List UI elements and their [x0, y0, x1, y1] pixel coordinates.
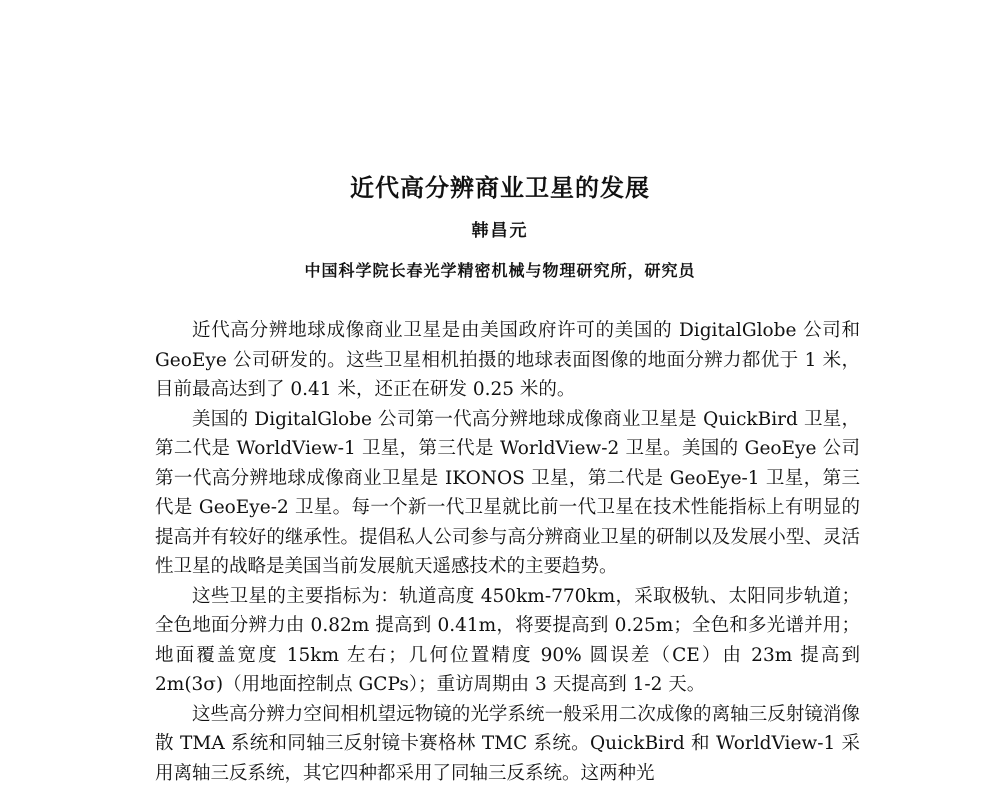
paragraph-1: 近代高分辨地球成像商业卫星是由美国政府许可的美国的 DigitalGlobe 公司和 GeoEye 公司研发的。这些卫星相机拍摄的地球表面图像的地面分辨力都优于 1 米，目前最高达到了 0.41 米，还正在研发 0.25 米的。	[155, 316, 860, 405]
article-body	[155, 316, 860, 788]
paragraph-2: 美国的 DigitalGlobe 公司第一代高分辨地球成像商业卫星是 QuickBird 卫星，第二代是 WorldView-1 卫星，第三代是 WorldView-2 卫星。美国的 GeoEye 公司第一代高分辨地球成像商业卫星是 IKONOS 卫星，第二代是 GeoEye-1 卫星，第三代是 GeoEye-2 卫星。每一个新一代卫星就比前一代卫星在技术性能指标上有明显的提高并有较好的继承性。提倡私人公司参与高分辨商业卫星的研制以及发展小型、灵活性卫星的战略是美国当前发展航天遥感技术的主要趋势。	[155, 405, 860, 582]
document-title: 近代高分辨商业卫星的发展	[0, 168, 1000, 203]
paragraph-4: 这些高分辨力空间相机望远物镜的光学系统一般采用二次成像的离轴三反射镜消像散 TMA 系统和同轴三反射镜卡赛格林 TMC 系统。QuickBird 和 WorldView-1 采用离轴三反系统，其它四种都采用了同轴三反系统。这两种光	[155, 700, 860, 788]
author-name: 韩昌元	[0, 216, 1000, 241]
paragraph-3: 这些卫星的主要指标为：轨道高度 450km-770km，采取极轨、太阳同步轨道；全色地面分辨力由 0.82m 提高到 0.41m，将要提高到 0.25m；全色和多光谱并用；地面覆盖宽度 15km 左右；几何位置精度 90% 圆误差（CE）由 23m 提高到 2m(3σ)（用地面控制点 GCPs）；重访周期由 3 天提高到 1-2 天。	[155, 582, 860, 700]
author-affiliation: 中国科学院长春光学精密机械与物理研究所，研究员	[0, 258, 1000, 281]
